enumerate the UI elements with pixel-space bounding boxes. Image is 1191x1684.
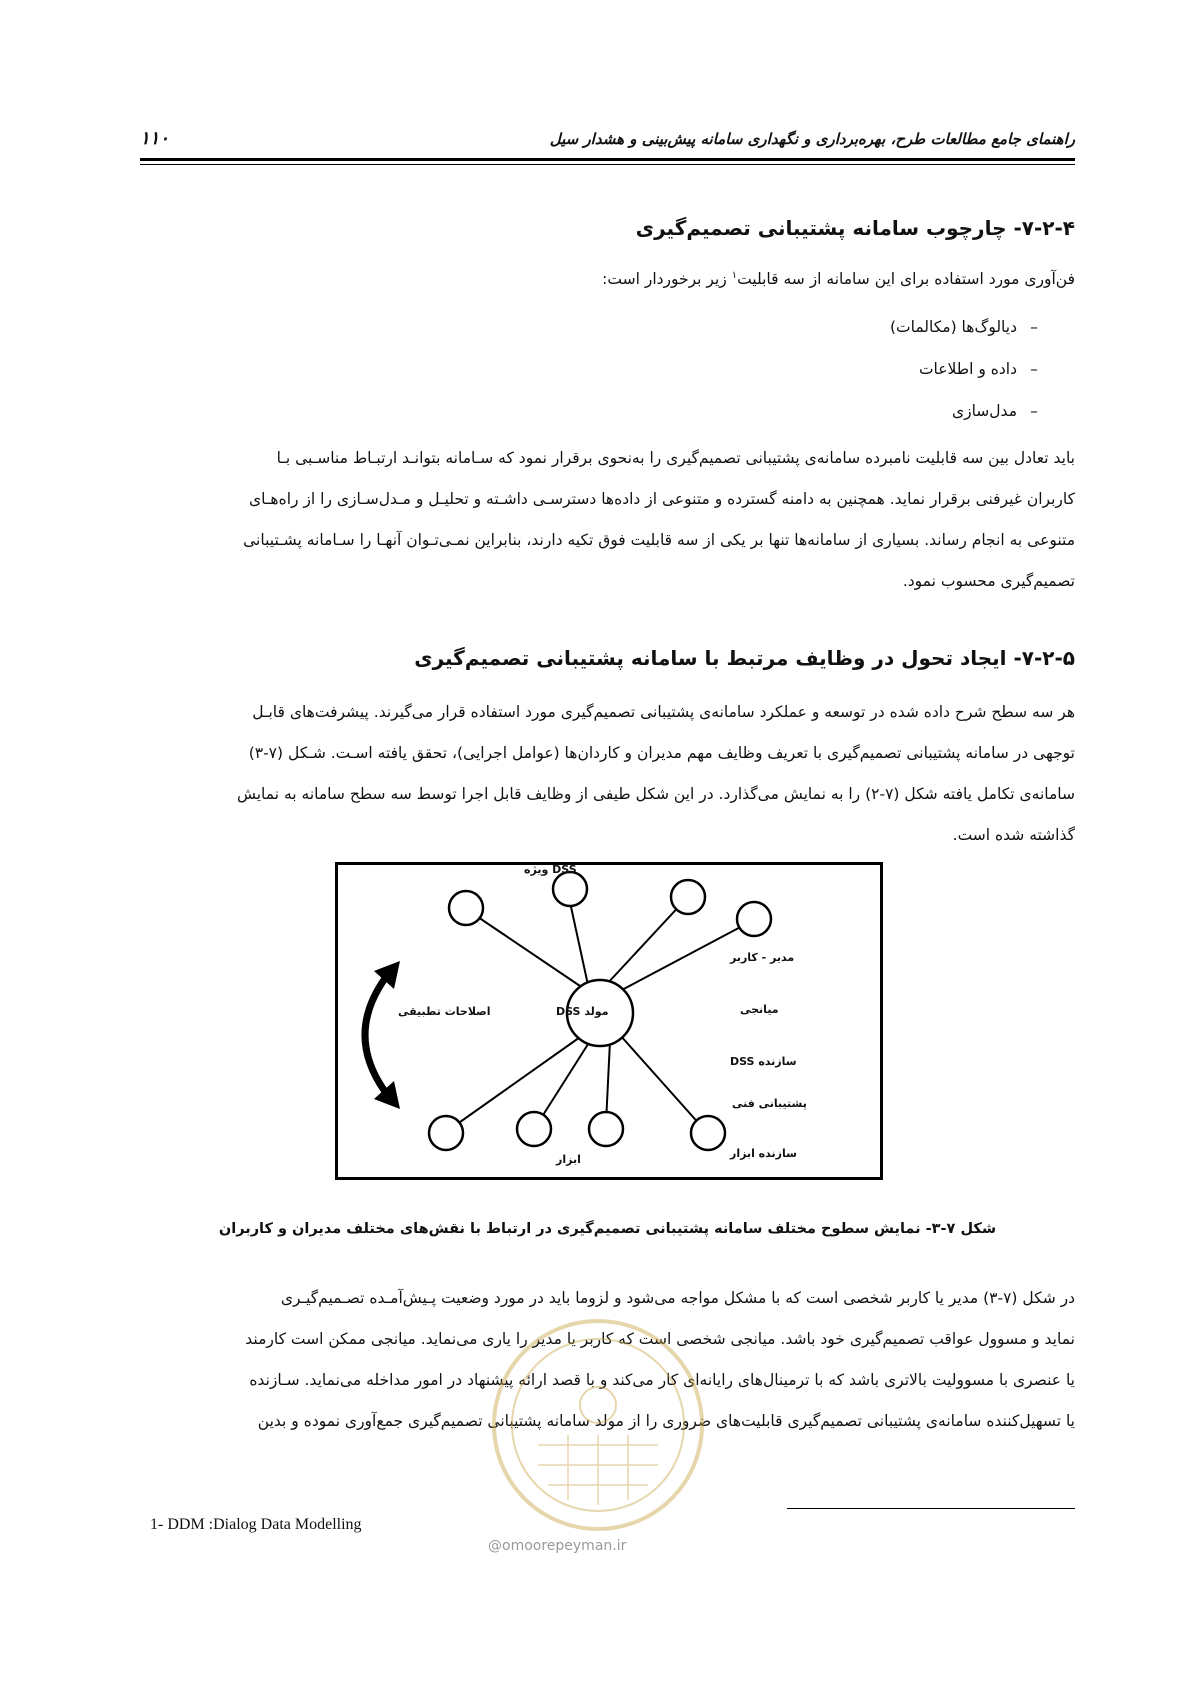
role-label-toolsmith: سازنده ابزار [730, 1147, 797, 1160]
list-item-label: مدل‌سازی [951, 402, 1017, 420]
text-line: متنوعی به انجام رساند. بسیاری از سامانه‌ها تنها بر یکی از سه قابلیت فوق تکیه دارند، بنابراین نمـی‌تـوان آنهـا را سـامانه پشـتیبانی [243, 531, 1075, 549]
watermark-text: @omoorepeyman.ir [488, 1538, 627, 1554]
text-line: نماید و مسوول عواقب تصمیم‌گیری خود باشد. میانجی شخصی است که کاربر یا مدیر را یاری می‌نماید. میانجی ممکن است کارمند [245, 1330, 1075, 1348]
watermark-seal-icon [488, 1315, 708, 1535]
spoke-line [606, 1041, 610, 1123]
node-circle [429, 1116, 463, 1150]
bottom-node-label: ابزار [556, 1153, 581, 1166]
text-line: در شکل (۷-۳) مدیر یا کاربر شخصی است که با مشکل مواجه می‌شود و لزوما باید در مورد وضعیت پـیش‌آمـده تصـمیم‌گیـری [280, 1289, 1075, 1307]
role-label-tech-support: پشتیبانی فنی [732, 1097, 807, 1110]
spoke-line [472, 913, 583, 988]
center-node-label: مولد DSS [556, 1005, 609, 1018]
node-circle [671, 880, 705, 914]
node-circle [517, 1112, 551, 1146]
role-label-manager: مدیر - کاربر [730, 951, 795, 964]
figure-caption: شکل ۷-۳- نمایش سطوح مختلف سامانه پشتیبانی تصمیم‌گیری در ارتباط با نقش‌های مختلف مدیران و کاربران [218, 1221, 997, 1237]
node-circle [449, 891, 483, 925]
running-header [140, 118, 1075, 158]
role-label-dss-builder: سازنده DSS [730, 1055, 797, 1068]
intro-sentence [602, 270, 1075, 288]
list-item [952, 402, 1051, 420]
text-line: یا تسهیل‌کننده سامانه‌ی پشتیبانی تصمیم‌گیری قابلیت‌های ضروری را از مولد سامانه پشتیبانی تصمیم‌گیری جمع‌آوری نموده و بدین [257, 1412, 1075, 1430]
spoke-line [538, 1041, 590, 1123]
node-circle [589, 1112, 623, 1146]
list-item-label: دیالوگ‌ها (مکالمات) [889, 318, 1017, 336]
section-heading-7-2-4: ۷-۲-۴- چارچوب سامانه پشتیبانی تصمیم‌گیری [635, 216, 1075, 240]
paragraph-evolution [140, 692, 1075, 856]
footnote-rule [787, 1508, 1075, 1509]
figure-dss-levels [335, 862, 883, 1180]
header-rule-thin [140, 164, 1075, 165]
intro-text-end: زیر برخوردار است: [602, 270, 732, 289]
text-line: تصمیم‌گیری محسوب نمود. [902, 572, 1075, 590]
section-heading-7-2-5: ۷-۲-۵- ایجاد تحول در وظایف مرتبط با سامانه پشتیبانی تصمیم‌گیری [414, 646, 1075, 670]
spoke-line [618, 923, 748, 992]
list-dash: – [1030, 402, 1038, 420]
paragraph-capabilities [140, 438, 1075, 602]
text-line: توجهی در سامانه پشتیبانی تصمیم‌گیری با تعریف وظایف مهم مدیران و کاردان‌ها (عوامل اجرایی)، تحقق یافته اسـت. شـکل (۷-۳) [248, 744, 1075, 762]
intro-text: فن‌آوری مورد استفاده برای این سامانه از سه قابلیت [737, 270, 1075, 289]
footnote: 1- DDM :Dialog Data Modelling [150, 1516, 362, 1533]
top-node-label: DSS ویژه [524, 863, 577, 876]
header-rule-thick [140, 158, 1075, 161]
page-number: ۱۱۰ [140, 128, 170, 149]
spoke-line [606, 901, 684, 985]
node-circle [737, 902, 771, 936]
spoke-line [620, 1035, 702, 1127]
dss-network-diagram [338, 865, 880, 1177]
text-line: یا عنصری با مسوولیت بالاتری باشد که با ترمینال‌های رایانه‌ای کار می‌کند و با قصد ارائه پیشنهاد در امور مداخله می‌نماید. سـازنده [249, 1371, 1075, 1389]
list-dash: – [1030, 360, 1038, 378]
role-label-intermediary: میانجی [740, 1003, 779, 1016]
adaptive-corrections-label: اصلاحات تطبیقی [398, 1005, 491, 1018]
text-line: سامانه‌ی تکامل یافته شکل (۷-۲) را به نمایش می‌گذارد. در این شکل طیفی از وظایف قابل اجرا توسط سه سطح سامانه به نمایش [236, 785, 1075, 803]
node-circle [691, 1116, 725, 1150]
footnote-ref: ۱ [731, 270, 738, 281]
list-item [919, 360, 1051, 378]
header-title: راهنمای جامع مطالعات طرح، بهره‌برداری و نگهداری سامانه پیش‌بینی و هشدار سیل [549, 130, 1075, 148]
list-item-label: داده و اطلاعات [918, 360, 1017, 378]
node-circle [553, 872, 587, 906]
text-line: گذاشته شده است. [952, 826, 1075, 844]
text-line: کاربران غیرفنی برقرار نماید. همچنین به دامنه گسترده و متنوعی از داده‌ها دسترسـی داشـته و تحلیـل و مـدل‌سـازی را از راه‌هـای [249, 490, 1075, 508]
curved-arrow-icon [365, 977, 386, 1093]
text-line: باید تعادل بین سه قابلیت نامبرده سامانه‌ی پشتیبانی تصمیم‌گیری را به‌نحوی برقرار نمود که سـامانه بتوانـد ارتبـاط مناسـبی بـا [276, 449, 1075, 467]
list-dash: – [1030, 318, 1038, 336]
list-item [890, 318, 1051, 336]
text-line: هر سه سطح شرح داده شده در توسعه و عملکرد سامانه‌ی پشتیبانی تصمیم‌گیری مورد استفاده قرار می‌گیرند. پیشرفت‌های قابـل [252, 703, 1075, 721]
